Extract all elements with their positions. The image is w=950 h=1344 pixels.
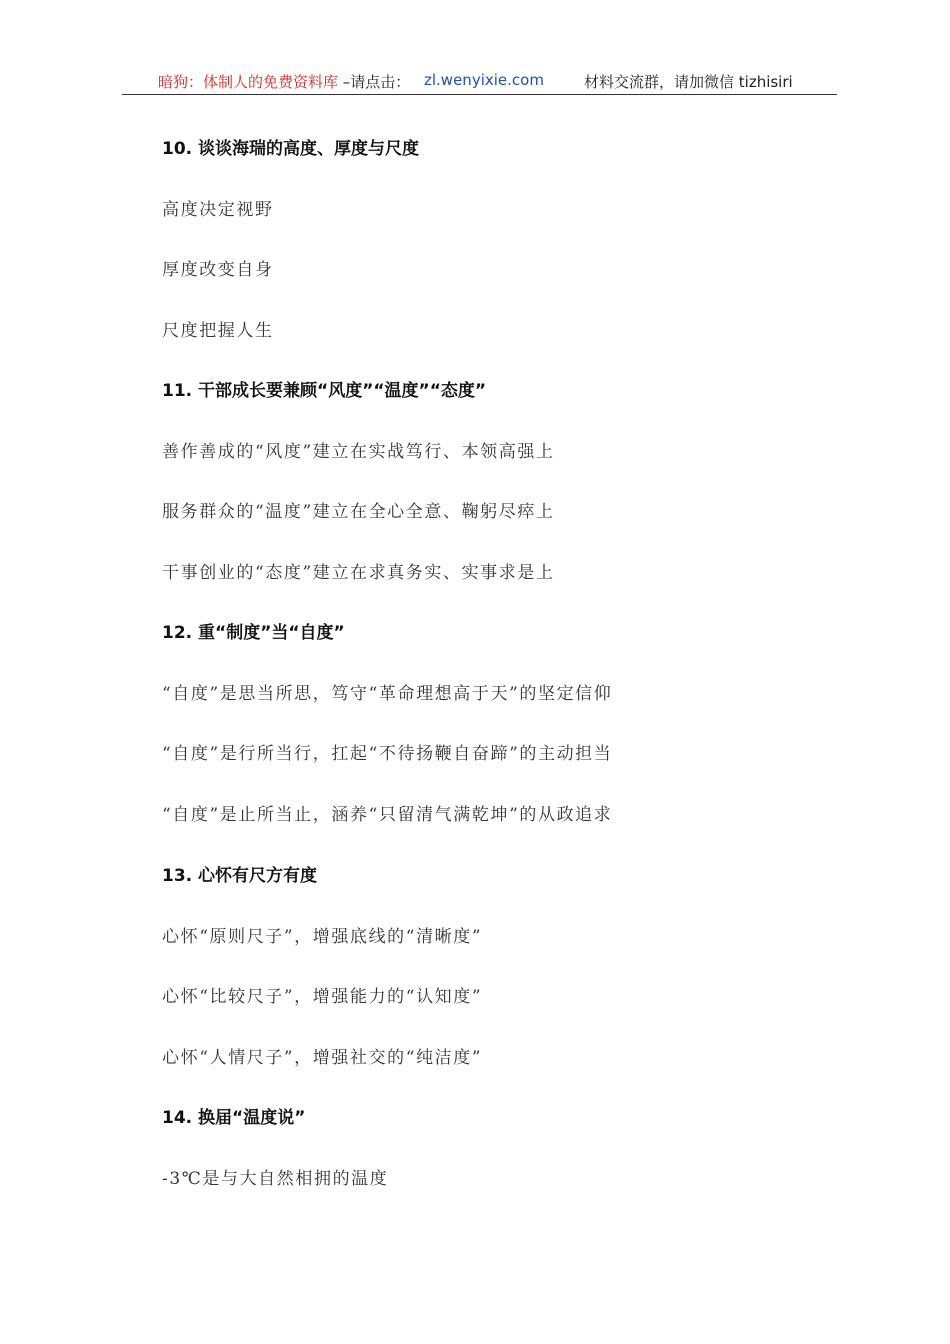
section-heading: 10. 谈谈海瑞的高度、厚度与尺度	[162, 139, 420, 159]
body-line: 高度决定视野	[162, 200, 274, 220]
header-brand: 暗狗：体制人的免费资料库 –请点击：	[158, 73, 411, 91]
body-line: 厚度改变自身	[162, 260, 274, 280]
body-line: 服务群众的“温度”建立在全心全意、鞠躬尽瘁上	[162, 502, 555, 522]
body-line: 心怀“比较尺子”，增强能力的“认知度”	[162, 987, 483, 1007]
header-separator: –请点击：	[338, 73, 411, 91]
body-line: 心怀“人情尺子”，增强社交的“纯洁度”	[162, 1048, 483, 1068]
body-line: 干事创业的“态度”建立在求真务实、实事求是上	[162, 563, 555, 583]
page-header	[122, 68, 837, 95]
section-heading: 11. 干部成长要兼顾“风度”“温度”“态度”	[162, 381, 487, 401]
body-line: 善作善成的“风度”建立在实战笃行、本领高强上	[162, 442, 555, 462]
header-link[interactable]: zl.wenyixie.com	[424, 71, 544, 89]
body-line: “自度”是思当所思，笃守“革命理想高于天”的坚定信仰	[162, 684, 613, 704]
body-line: “自度”是止所当止，涵养“只留清气满乾坤”的从政追求	[162, 805, 613, 825]
section-heading: 14. 换届“温度说”	[162, 1108, 306, 1128]
body-line: “自度”是行所当行，扛起“不待扬鞭自奋蹄”的主动担当	[162, 744, 613, 764]
header-note: 材料交流群，请加微信 tizhisiri	[584, 73, 793, 91]
body-line: -3℃是与大自然相拥的温度	[162, 1169, 389, 1189]
body-line: 心怀“原则尺子”，增强底线的“清晰度”	[162, 927, 483, 947]
body-line: 尺度把握人生	[162, 321, 274, 341]
section-heading: 12. 重“制度”当“自度”	[162, 623, 345, 643]
section-heading: 13. 心怀有尺方有度	[162, 866, 318, 886]
